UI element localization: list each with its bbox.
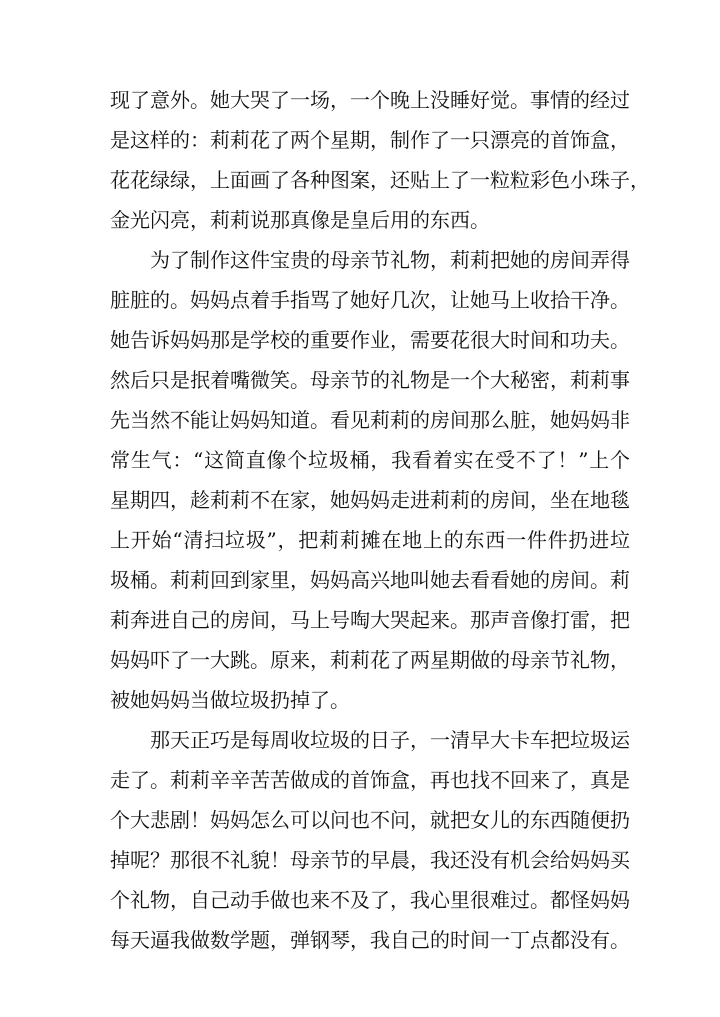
text-line: 掉呢？那很不礼貌！母亲节的早晨，我还没有机会给妈妈买 bbox=[110, 848, 630, 872]
text-line: 是这样的：莉莉花了两个星期，制作了一只漂亮的首饰盒， bbox=[110, 128, 630, 152]
text-line: 莉奔进自己的房间，马上号啕大哭起来。那声音像打雷，把 bbox=[110, 608, 630, 632]
text-line: 常生气：“这简直像个垃圾桶，我看着实在受不了！”上个 bbox=[110, 448, 630, 472]
text-line: 那天正巧是每周收垃圾的日子，一清早大卡车把垃圾运 bbox=[150, 728, 630, 752]
text-line: 现了意外。她大哭了一场，一个晚上没睡好觉。事情的经过 bbox=[110, 88, 630, 112]
text-line: 个礼物，自己动手做也来不及了，我心里很难过。都怪妈妈 bbox=[110, 888, 630, 912]
text-line: 为了制作这件宝贵的母亲节礼物，莉莉把她的房间弄得 bbox=[150, 248, 630, 272]
text-line: 妈妈吓了一大跳。原来，莉莉花了两星期做的母亲节礼物， bbox=[110, 648, 630, 672]
text-line: 先当然不能让妈妈知道。看见莉莉的房间那么脏，她妈妈非 bbox=[110, 408, 630, 432]
text-line: 她告诉妈妈那是学校的重要作业，需要花很大时间和功夫。 bbox=[110, 328, 630, 352]
text-line: 花花绿绿，上面画了各种图案，还贴上了一粒粒彩色小珠子， bbox=[110, 168, 650, 192]
text-line: 星期四，趁莉莉不在家，她妈妈走进莉莉的房间，坐在地毯 bbox=[110, 488, 630, 512]
text-line: 个大悲剧！妈妈怎么可以问也不问，就把女儿的东西随便扔 bbox=[110, 808, 630, 832]
text-line: 被她妈妈当做垃圾扔掉了。 bbox=[110, 688, 350, 712]
text-line: 脏脏的。妈妈点着手指骂了她好几次，让她马上收拾干净。 bbox=[110, 288, 630, 312]
text-line: 然后只是抿着嘴微笑。母亲节的礼物是一个大秘密，莉莉事 bbox=[110, 368, 630, 392]
text-line: 金光闪亮，莉莉说那真像是皇后用的东西。 bbox=[110, 208, 490, 232]
text-line: 上开始“清扫垃圾”，把莉莉摊在地上的东西一件件扔进垃 bbox=[110, 528, 630, 552]
essay-text bbox=[110, 80, 650, 960]
text-line: 圾桶。莉莉回到家里，妈妈高兴地叫她去看看她的房间。莉 bbox=[110, 568, 630, 592]
text-line: 走了。莉莉辛辛苦苦做成的首饰盒，再也找不回来了，真是 bbox=[110, 768, 630, 792]
text-line: 每天逼我做数学题，弹钢琴，我自己的时间一丁点都没有。 bbox=[110, 928, 630, 952]
